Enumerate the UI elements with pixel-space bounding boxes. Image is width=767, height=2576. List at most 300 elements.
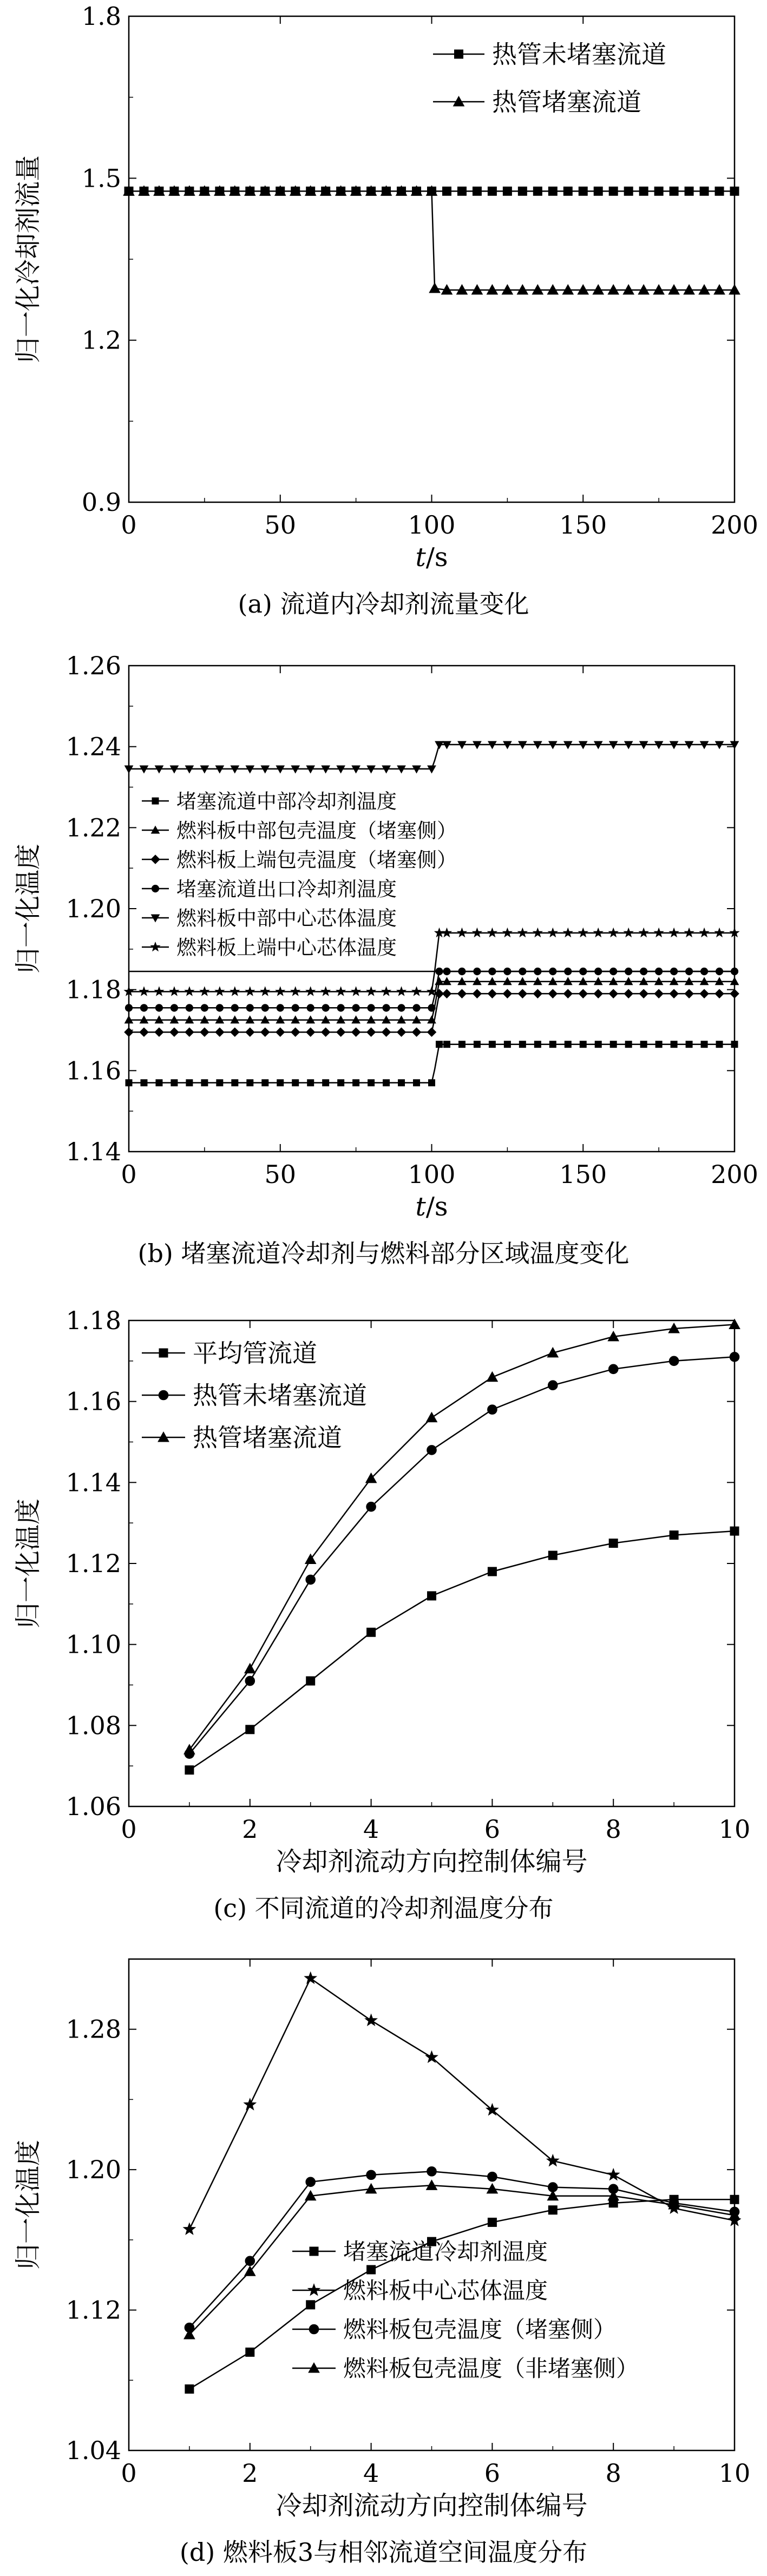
data-point (427, 1412, 437, 1422)
y-tick-label: 1.04 (65, 2436, 121, 2465)
data-point (245, 1664, 255, 1673)
data-point (124, 1028, 133, 1036)
legend-label: 燃料板上端中心芯体温度 (176, 936, 397, 960)
data-point (322, 1028, 330, 1036)
legend-label: 燃料板上端包壳温度（堵塞侧） (176, 848, 457, 872)
data-point (730, 187, 739, 195)
data-point (639, 928, 648, 937)
x-tick-label: 2 (242, 2459, 258, 2488)
legend-label: 热管未堵塞流道 (193, 1381, 367, 1410)
x-tick-label: 8 (605, 2459, 621, 2488)
data-point (563, 187, 572, 195)
data-point (654, 928, 664, 937)
series-group (123, 186, 740, 294)
data-point (232, 1080, 238, 1086)
series-5 (125, 741, 739, 773)
data-point (436, 1041, 442, 1048)
data-point (429, 283, 440, 293)
data-point (156, 1080, 162, 1086)
y-axis-label: 归一化温度 (13, 1498, 43, 1629)
legend-marker (310, 2247, 318, 2256)
data-point (443, 1041, 450, 1048)
data-point (700, 928, 709, 937)
x-tick-label: 0 (121, 510, 137, 540)
data-point (352, 1004, 359, 1011)
legend (142, 790, 457, 959)
data-point (246, 1028, 254, 1036)
data-point (563, 928, 573, 937)
data-point (141, 1080, 147, 1086)
data-point (624, 989, 633, 998)
x-tick-label: 0 (121, 2459, 137, 2488)
data-point (669, 1356, 679, 1366)
data-point (262, 1080, 268, 1086)
x-tick-label: 50 (264, 1160, 297, 1189)
legend-item (142, 1381, 367, 1410)
data-point (579, 989, 587, 998)
data-point (306, 987, 315, 996)
data-point (366, 987, 376, 996)
x-tick-label: 6 (484, 2459, 501, 2488)
data-point (185, 1028, 194, 1036)
data-point (609, 989, 618, 998)
legend-item (433, 40, 666, 69)
data-point (716, 1041, 723, 1048)
panel-a (0, 0, 767, 628)
x-tick-label: 100 (408, 1160, 456, 1189)
data-point (548, 1551, 557, 1560)
data-point (685, 989, 693, 998)
legend-item (433, 88, 641, 117)
axes (13, 2, 758, 573)
data-point (533, 187, 542, 195)
data-point (414, 1080, 420, 1086)
data-point (639, 187, 648, 195)
data-point (247, 1080, 253, 1086)
y-tick-label: 1.8 (81, 2, 121, 31)
data-point (215, 987, 225, 996)
data-point (155, 987, 164, 996)
data-point (306, 1677, 315, 1685)
y-tick-label: 1.5 (81, 163, 121, 193)
caption-b: (b) 堵塞流道冷却剂与燃料部分区域温度变化 (137, 1239, 630, 1268)
data-point (442, 928, 451, 937)
data-point (140, 1004, 147, 1011)
y-tick-label: 1.28 (65, 2014, 121, 2044)
data-point (276, 987, 285, 996)
legend (292, 2238, 639, 2382)
data-point (715, 928, 724, 937)
y-axis-label: 归一化温度 (13, 843, 43, 974)
data-point (397, 987, 406, 996)
x-tick-label: 200 (711, 1160, 758, 1189)
legend-marker (152, 798, 159, 804)
data-point (365, 2014, 377, 2026)
data-point (489, 1041, 495, 1048)
data-point (322, 1004, 329, 1011)
legend-item (292, 2355, 639, 2382)
panel-b (0, 649, 767, 1277)
data-point (608, 1364, 618, 1374)
data-point (442, 187, 451, 195)
legend-item (142, 819, 457, 842)
x-tick-label: 0 (121, 1815, 137, 1844)
series-line (189, 1531, 735, 1770)
legend-label: 堵塞流道出口冷却剂温度 (176, 877, 397, 901)
data-point (185, 987, 194, 996)
y-tick-label: 1.18 (65, 1306, 121, 1335)
legend-label: 燃料板中部中心芯体温度 (176, 906, 397, 930)
data-point (276, 1028, 285, 1036)
y-tick-label: 1.12 (65, 2295, 121, 2325)
data-point (217, 1080, 223, 1086)
data-point (428, 1592, 436, 1600)
data-point (519, 1041, 526, 1048)
x-axis-label: 冷却剂流动方向控制体编号 (276, 1846, 588, 1877)
data-point (383, 1004, 390, 1011)
series-line (189, 1979, 735, 2230)
series-line (129, 191, 735, 290)
data-point (563, 989, 572, 998)
data-point (382, 1028, 390, 1036)
panel-c (0, 1304, 767, 1932)
data-point (368, 1080, 375, 1086)
data-point (155, 1028, 163, 1036)
data-point (277, 1004, 284, 1011)
x-tick-label: 2 (242, 1815, 258, 1844)
chart-a (0, 0, 767, 584)
legend-label: 平均管流道 (193, 1338, 317, 1368)
data-point (215, 1028, 224, 1036)
data-point (474, 1041, 480, 1048)
series-2 (183, 1972, 740, 2235)
data-point (607, 2168, 619, 2180)
data-point (715, 989, 724, 998)
data-point (367, 2265, 376, 2274)
data-point (428, 1004, 435, 1011)
data-point (442, 989, 451, 998)
legend-marker (151, 855, 160, 864)
data-point (503, 928, 512, 937)
y-tick-label: 1.12 (65, 1549, 121, 1578)
legend-marker (159, 1349, 168, 1357)
y-tick-label: 1.08 (65, 1711, 121, 1740)
data-point (231, 1028, 239, 1036)
data-point (427, 1028, 436, 1036)
y-tick-label: 1.14 (65, 1137, 121, 1166)
data-point (686, 1041, 692, 1048)
legend-label: 热管堵塞流道 (193, 1423, 342, 1453)
data-point (246, 1725, 254, 1734)
data-point (579, 928, 588, 937)
data-point (473, 187, 481, 195)
data-point (171, 1080, 178, 1086)
legend-label: 热管堵塞流道 (492, 87, 641, 117)
data-point (366, 1502, 376, 1512)
y-tick-label: 1.20 (65, 894, 121, 923)
data-point (367, 1028, 376, 1036)
data-point (351, 987, 360, 996)
data-point (277, 1080, 284, 1086)
legend-marker (309, 2324, 319, 2334)
data-point (670, 928, 679, 937)
data-point (306, 2177, 316, 2187)
data-point (201, 1004, 208, 1011)
legend-item (142, 906, 397, 930)
plot-frame (129, 16, 735, 502)
x-tick-label: 4 (363, 2459, 379, 2488)
data-point (731, 1041, 738, 1048)
data-point (352, 1028, 360, 1036)
data-point (609, 928, 618, 937)
data-point (245, 1676, 255, 1686)
chart-b (0, 649, 767, 1234)
chart-d (0, 1943, 767, 2533)
chart-c (0, 1304, 767, 1889)
y-axis-label: 归一化冷却剂流量 (13, 155, 43, 364)
data-point (549, 1041, 556, 1048)
caption-c: (c) 不同流道的冷却剂温度分布 (213, 1894, 554, 1923)
data-point (488, 2172, 497, 2181)
legend-item (142, 1423, 342, 1453)
y-tick-label: 1.20 (65, 2155, 121, 2185)
x-tick-label: 0 (121, 1160, 137, 1189)
data-point (337, 1004, 344, 1011)
legend-label: 堵塞流道中部冷却剂温度 (176, 790, 397, 813)
data-point (730, 1352, 739, 1362)
data-point (170, 1028, 179, 1036)
data-point (671, 1041, 677, 1048)
data-point (429, 1080, 435, 1086)
x-tick-label: 10 (718, 2459, 751, 2488)
x-tick-label: 150 (559, 510, 607, 540)
data-point (246, 1004, 253, 1011)
data-point (261, 1004, 268, 1011)
data-point (488, 989, 496, 998)
data-point (473, 928, 482, 937)
data-point (246, 2348, 254, 2356)
data-point (518, 928, 527, 937)
data-point (579, 187, 587, 195)
series-line (129, 994, 735, 1032)
legend-marker (151, 942, 160, 951)
series-1 (126, 1041, 738, 1086)
legend-label: 燃料板中部包壳温度（堵塞侧） (176, 819, 457, 843)
data-point (427, 2167, 437, 2177)
data-point (291, 1028, 300, 1036)
data-point (580, 1041, 586, 1048)
y-tick-label: 1.14 (65, 1468, 121, 1497)
data-point (547, 2154, 559, 2166)
series-2 (125, 977, 739, 1023)
x-tick-label: 50 (264, 510, 297, 540)
data-point (353, 1080, 359, 1086)
data-point (609, 1539, 618, 1548)
y-tick-label: 1.06 (65, 1792, 121, 1821)
data-point (670, 1531, 678, 1540)
data-point (413, 1004, 420, 1011)
data-point (458, 1041, 465, 1048)
data-point (504, 1041, 510, 1048)
y-tick-label: 1.10 (65, 1629, 121, 1659)
x-axis-label: t/s (415, 542, 448, 573)
legend-marker (308, 2284, 320, 2295)
legend-label: 热管未堵塞流道 (492, 40, 666, 69)
data-point (368, 1004, 375, 1011)
data-point (548, 928, 558, 937)
data-point (412, 987, 421, 996)
data-point (367, 1628, 376, 1637)
data-point (639, 989, 648, 998)
data-point (200, 1028, 209, 1036)
legend-item (292, 2238, 548, 2265)
y-tick-label: 1.24 (65, 732, 121, 761)
x-tick-label: 6 (484, 1815, 501, 1844)
data-point (291, 987, 300, 996)
series-2 (123, 186, 740, 294)
data-point (216, 1004, 223, 1011)
axes (13, 1306, 750, 1877)
data-point (473, 989, 481, 998)
y-tick-label: 1.2 (81, 325, 121, 355)
data-point (140, 1028, 148, 1036)
data-point (382, 987, 391, 996)
data-point (488, 1567, 496, 1576)
data-point (366, 2170, 376, 2180)
x-tick-label: 10 (718, 1815, 751, 1844)
data-point (487, 1372, 497, 1382)
data-point (533, 928, 542, 937)
x-tick-label: 4 (363, 1815, 379, 1844)
data-point (701, 1041, 707, 1048)
data-point (548, 187, 557, 195)
data-point (457, 928, 467, 937)
legend (142, 1339, 367, 1453)
data-point (246, 987, 255, 996)
data-point (503, 187, 512, 195)
data-point (292, 1080, 299, 1086)
legend-item (142, 877, 397, 901)
legend-marker (159, 1390, 168, 1400)
legend-item (292, 2277, 548, 2304)
data-point (594, 928, 603, 937)
data-point (488, 928, 497, 937)
y-tick-label: 1.18 (65, 975, 121, 1004)
data-point (624, 187, 633, 195)
data-point (155, 1004, 162, 1011)
data-point (488, 2218, 496, 2226)
data-point (503, 989, 512, 998)
y-tick-label: 1.26 (65, 651, 121, 680)
data-point (261, 1028, 270, 1036)
data-point (140, 987, 149, 996)
data-point (186, 1080, 193, 1086)
data-point (654, 989, 663, 998)
legend-item (142, 790, 397, 813)
data-point (488, 1405, 497, 1415)
data-point (655, 1041, 662, 1048)
data-point (700, 989, 709, 998)
data-point (730, 2195, 739, 2204)
data-point (625, 1041, 632, 1048)
data-point (624, 928, 633, 937)
data-point (610, 1041, 617, 1048)
data-point (201, 1080, 208, 1086)
y-tick-label: 1.16 (65, 1056, 121, 1086)
legend-label: 燃料板中心芯体温度 (343, 2277, 548, 2304)
legend (433, 40, 666, 117)
data-point (200, 987, 209, 996)
data-point (412, 1028, 421, 1036)
series-2 (185, 1352, 739, 1759)
legend-label: 燃料板包壳温度（堵塞侧） (343, 2316, 617, 2343)
data-point (306, 1028, 315, 1036)
data-point (594, 989, 602, 998)
data-point (336, 987, 345, 996)
y-axis-label: 归一化温度 (13, 2139, 43, 2270)
data-point (183, 2223, 195, 2235)
data-point (715, 187, 724, 195)
data-point (261, 987, 270, 996)
data-point (685, 928, 694, 937)
data-point (231, 1004, 238, 1011)
series-line (129, 1044, 735, 1083)
data-point (548, 1381, 558, 1390)
data-point (730, 1527, 739, 1535)
data-point (548, 989, 557, 998)
data-point (185, 2385, 194, 2394)
data-point (126, 1080, 132, 1086)
legend-marker (152, 885, 159, 892)
data-point (125, 1004, 132, 1011)
data-point (337, 1028, 345, 1036)
data-point (457, 187, 466, 195)
data-point (457, 989, 466, 998)
data-point (700, 187, 709, 195)
data-point (670, 187, 678, 195)
data-point (397, 1028, 405, 1036)
y-tick-label: 0.9 (81, 488, 121, 517)
legend-item (142, 936, 397, 959)
data-point (548, 2206, 557, 2214)
data-point (306, 2301, 315, 2309)
data-point (338, 1080, 344, 1086)
data-point (654, 187, 663, 195)
data-point (518, 989, 527, 998)
y-tick-label: 1.16 (65, 1386, 121, 1416)
data-point (609, 187, 618, 195)
series-line (189, 1357, 735, 1753)
x-tick-label: 100 (408, 510, 456, 540)
caption-d: (d) 燃料板3与相邻流道空间温度分布 (179, 2538, 588, 2567)
x-tick-label: 200 (711, 510, 758, 540)
data-point (685, 187, 693, 195)
data-point (323, 1080, 329, 1086)
data-point (518, 187, 527, 195)
data-point (244, 2099, 256, 2110)
x-axis-label: 冷却剂流动方向控制体编号 (276, 2490, 588, 2521)
data-point (171, 1004, 178, 1011)
data-point (488, 187, 496, 195)
x-tick-label: 150 (559, 1160, 607, 1189)
x-tick-label: 8 (605, 1815, 621, 1844)
legend-item (292, 2316, 616, 2343)
legend-label: 燃料板包壳温度（非堵塞侧） (343, 2355, 639, 2382)
data-point (245, 2256, 255, 2266)
data-point (231, 987, 240, 996)
data-point (306, 1575, 316, 1585)
data-point (594, 187, 602, 195)
